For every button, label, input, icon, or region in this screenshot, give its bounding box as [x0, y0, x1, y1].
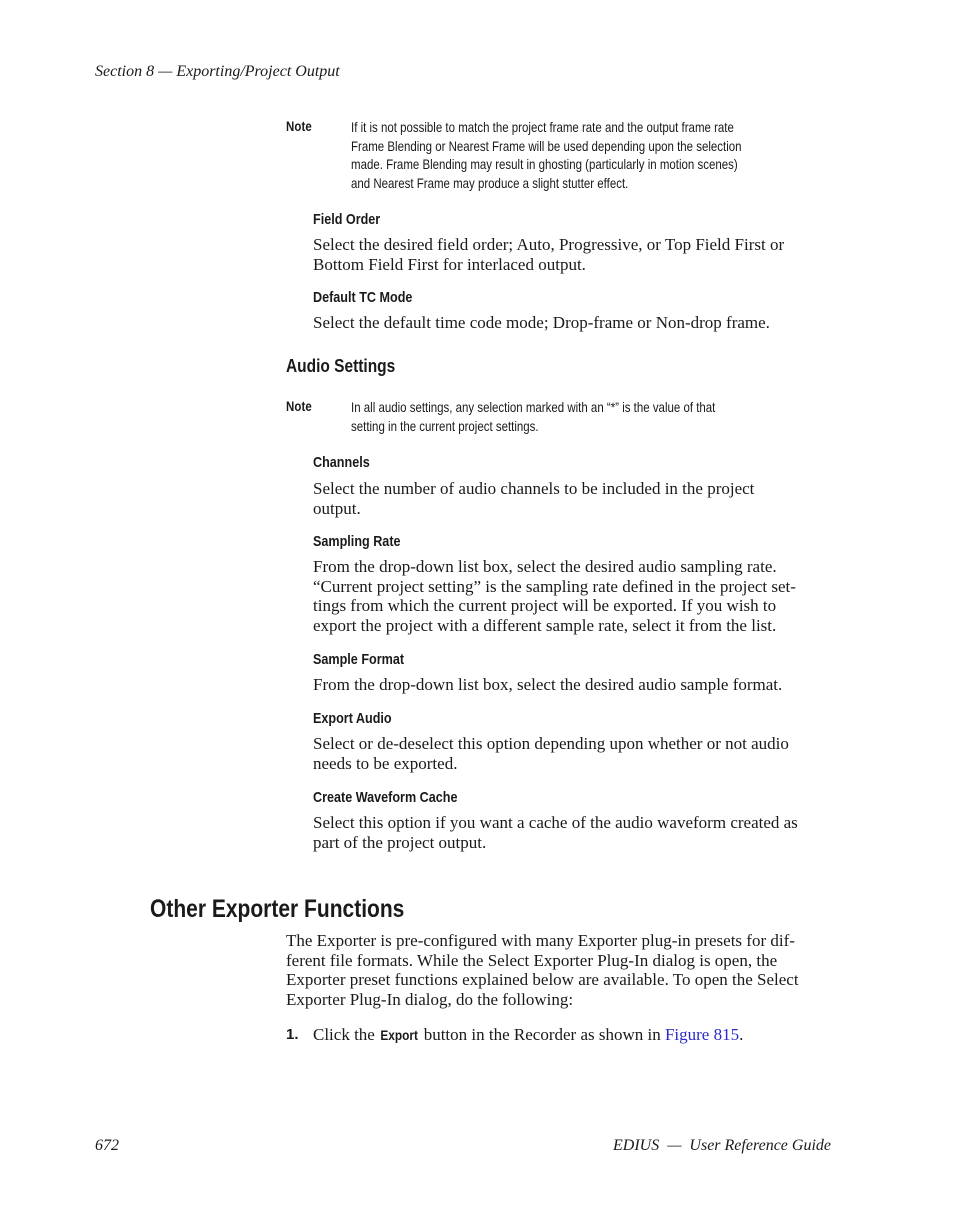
note-frame-rate	[351, 118, 798, 192]
export-button-name: Export	[380, 1027, 419, 1043]
text-line: “Current project setting” is the sampling rate defined in the project set-	[313, 576, 796, 596]
note-line: Frame Blending or Nearest Frame will be used depending upon the selection	[351, 137, 742, 154]
export-audio-text	[313, 734, 838, 773]
text-line: needs to be exported.	[313, 753, 458, 773]
note-line: setting in the current project settings.	[351, 417, 539, 434]
default-tc-heading: Default TC Mode	[313, 289, 413, 306]
figure-815-link[interactable]: Figure 815	[664, 1025, 740, 1044]
page-number: 672	[95, 1137, 119, 1154]
step-1-text	[313, 1025, 833, 1046]
text-line: tings from which the current project will be exported. If you wish to	[313, 596, 777, 616]
text-line: export the project with a different sample rate, select it from the list.	[313, 616, 777, 636]
text-line: Select or de-deselect this option depending upon whether or not audio	[313, 734, 789, 753]
text-line: Select the desired field order; Auto, Progressive, or Top Field First or	[313, 235, 785, 254]
waveform-cache-heading: Create Waveform Cache	[313, 789, 458, 806]
sample-format-text	[313, 675, 838, 695]
channels-text	[313, 479, 838, 518]
text-line: output.	[313, 498, 361, 518]
sampling-rate-heading: Sampling Rate	[313, 533, 401, 550]
text-line: Select the default time code mode; Drop-frame or Non-drop frame.	[313, 313, 770, 332]
text-line: Select this option if you want a cache of the audio waveform created as	[313, 813, 798, 832]
note-label: Note	[286, 398, 312, 414]
text-line: From the drop-down list box, select the desired audio sampling rate.	[313, 557, 777, 576]
text-line: ferent file formats. While the Select Exporter Plug-In dialog is open, the	[286, 950, 778, 970]
sampling-rate-text	[313, 557, 838, 636]
running-footer: EDIUS — User Reference Guide	[612, 1137, 831, 1154]
text-line: part of the project output.	[313, 832, 487, 852]
note-line: If it is not possible to match the project frame rate and the output frame rate	[351, 119, 734, 135]
channels-heading: Channels	[313, 454, 370, 471]
other-exporter-text	[286, 931, 836, 1010]
text-line: Exporter Plug-In dialog, do the following:	[286, 990, 574, 1010]
export-audio-heading: Export Audio	[313, 710, 392, 727]
note-line: and Nearest Frame may produce a slight stutter effect.	[351, 174, 629, 191]
audio-settings-heading: Audio Settings	[286, 356, 396, 376]
field-order-text	[313, 235, 838, 274]
sample-format-heading: Sample Format	[313, 651, 405, 668]
waveform-cache-text	[313, 813, 838, 852]
text-line: Select the number of audio channels to be included in the project	[313, 479, 755, 498]
note-line: In all audio settings, any selection marked with an “*” is the value of that	[351, 399, 716, 415]
step-number: 1.	[286, 1026, 299, 1043]
note-label: Note	[286, 118, 312, 134]
step-text-suffix: .	[739, 1025, 744, 1044]
note-audio-settings	[351, 398, 798, 435]
other-exporter-heading: Other Exporter Functions	[150, 895, 405, 923]
running-header: Section 8 — Exporting/Project Output	[95, 63, 340, 80]
text-line: Bottom Field First for interlaced output.	[313, 254, 586, 274]
note-line: made. Frame Blending may result in ghosting (particularly in motion scenes)	[351, 156, 738, 172]
field-order-heading: Field Order	[313, 211, 381, 228]
step-text-prefix: Click the	[313, 1025, 380, 1044]
text-line: The Exporter is pre-configured with many Exporter plug-in presets for dif-	[286, 931, 795, 950]
text-line: Exporter preset functions explained below are available. To open the Select	[286, 970, 799, 990]
step-text-middle: button in the Recorder as shown in	[419, 1025, 665, 1044]
default-tc-text	[313, 313, 838, 333]
text-line: From the drop-down list box, select the desired audio sample format.	[313, 675, 783, 694]
